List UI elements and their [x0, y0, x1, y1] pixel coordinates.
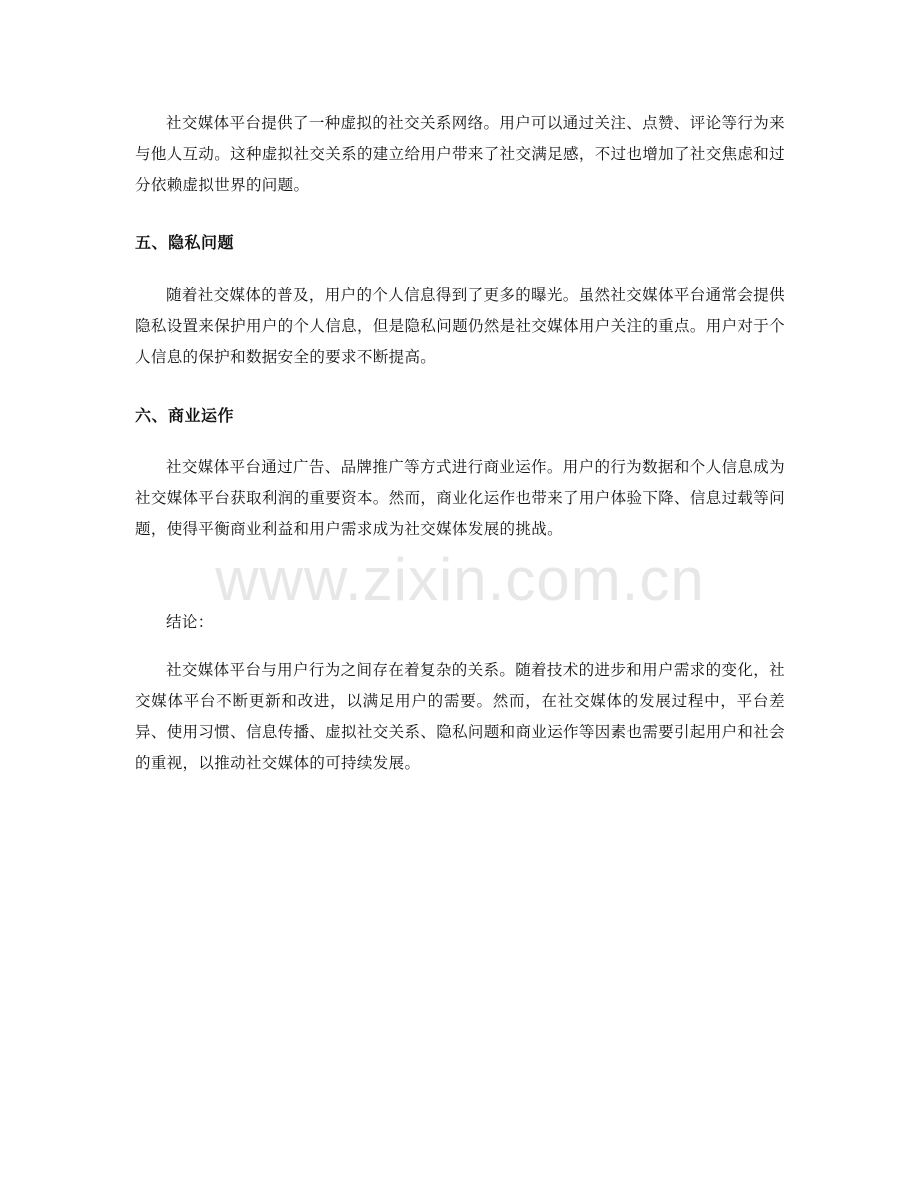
- heading-business: 六、商业运作: [135, 406, 235, 425]
- paragraph-business: 社交媒体平台通过广告、品牌推广等方式进行商业运作。用户的行为数据和个人信息成为社交媒体平台获取利润的重要资本。然而，商业化运作也带来了用户体验下降、信息过载等问题，使得平衡商业利益和用户需求成为社交媒体发展的挑战。: [135, 458, 785, 538]
- paragraph-conclusion: 社交媒体平台与用户行为之间存在着复杂的关系。随着技术的进步和用户需求的变化，社交媒体平台不断更新和改进，以满足用户的需要。然而，在社交媒体的发展过程中，平台差异、使用习惯、信息传播、虚拟社交关系、隐私问题和商业运作等因素也需要引起用户和社会的重视，以推动社交媒体的可持续发展。: [135, 661, 785, 772]
- conclusion-label: 结论：: [166, 613, 214, 631]
- paragraph-virtual-relations: 社交媒体平台提供了一种虚拟的社交关系网络。用户可以通过关注、点赞、评论等行为来与他人互动。这种虚拟社交关系的建立给用户带来了社交满足感，不过也增加了社交焦虑和过分依赖虚拟世界的问题。: [135, 114, 785, 194]
- watermark-text: www.zixin.com.cn: [215, 546, 705, 613]
- paragraph-privacy: 随着社交媒体的普及，用户的个人信息得到了更多的曝光。虽然社交媒体平台通常会提供隐私设置来保护用户的个人信息，但是隐私问题仍然是社交媒体用户关注的重点。用户对于个人信息的保护和数据安全的要求不断提高。: [135, 286, 785, 366]
- heading-privacy: 五、隐私问题: [135, 233, 235, 252]
